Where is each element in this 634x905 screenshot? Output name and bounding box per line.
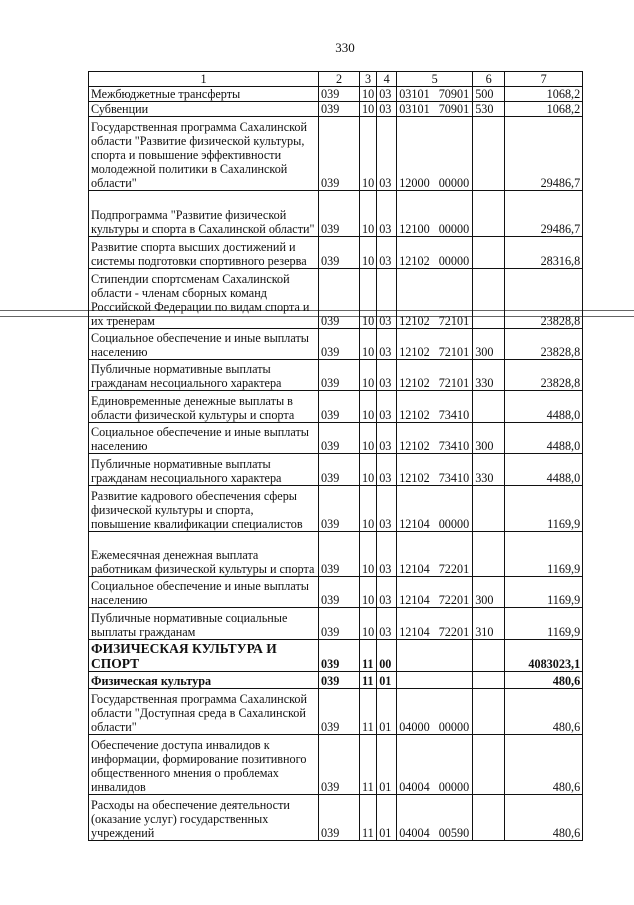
row-subsection-code: 03 (377, 391, 397, 423)
row-expense-type (473, 269, 505, 329)
row-section-code: 10 (360, 486, 377, 532)
table-row (89, 672, 583, 689)
row-section-code: 10 (360, 87, 377, 102)
row-amount: 1068,2 (505, 87, 583, 102)
row-name: Публичные нормативные выплаты гражданам несоциального характера (89, 454, 319, 486)
row-department-code: 039 (319, 689, 360, 735)
row-section-code: 10 (360, 608, 377, 640)
row-section-code: 10 (360, 391, 377, 423)
row-name: Социальное обеспечение и иные выплаты населению (89, 577, 319, 608)
table-header-row (89, 72, 583, 87)
row-target-article: 12102 73410 (397, 391, 473, 423)
row-amount: 4488,0 (505, 391, 583, 423)
row-target-article: 03101 70901 (397, 87, 473, 102)
row-department-code: 039 (319, 672, 360, 689)
row-section-code: 10 (360, 423, 377, 454)
row-subsection-code: 01 (377, 689, 397, 735)
row-target-article: 12102 72101 (397, 360, 473, 391)
row-department-code: 039 (319, 391, 360, 423)
row-name: Ежемесячная денежная выплата работникам физической культуры и спорта (89, 532, 319, 577)
row-department-code: 039 (319, 117, 360, 191)
row-subsection-code: 03 (377, 87, 397, 102)
row-amount: 4488,0 (505, 423, 583, 454)
row-subsection-code: 03 (377, 117, 397, 191)
row-expense-type: 330 (473, 360, 505, 391)
row-name: Единовременные денежные выплаты в области физической культуры и спорта (89, 391, 319, 423)
row-department-code: 039 (319, 608, 360, 640)
row-subsection-code: 01 (377, 735, 397, 795)
row-name: Стипендии спортсменам Сахалинской области - членам сборных команд Российской Федерации по видам спорта и их тренерам (89, 269, 319, 329)
row-section-code: 11 (360, 735, 377, 795)
table-row (89, 237, 583, 269)
row-department-code: 039 (319, 423, 360, 454)
table-row (89, 795, 583, 841)
row-target-article: 03101 70901 (397, 102, 473, 117)
row-amount: 1169,9 (505, 532, 583, 577)
row-expense-type (473, 795, 505, 841)
row-subsection-code: 03 (377, 608, 397, 640)
row-name: Государственная программа Сахалинской области "Развитие физической культуры, спорта и повышение эффективности молодежной политики в Сахалинской области" (89, 117, 319, 191)
row-name: Развитие кадрового обеспечения сферы физической культуры и спорта, повышение квалификации специалистов (89, 486, 319, 532)
row-target-article: 12104 00000 (397, 486, 473, 532)
header-col-2: 2 (319, 72, 360, 87)
row-section-code: 10 (360, 191, 377, 237)
row-expense-type (473, 391, 505, 423)
row-subsection-code: 01 (377, 795, 397, 841)
row-department-code: 039 (319, 102, 360, 117)
table-row (89, 102, 583, 117)
row-expense-type (473, 117, 505, 191)
row-section-code: 10 (360, 117, 377, 191)
row-section-code: 10 (360, 454, 377, 486)
row-subsection-code: 03 (377, 269, 397, 329)
row-subsection-code: 03 (377, 486, 397, 532)
row-target-article: 12102 73410 (397, 454, 473, 486)
row-expense-type: 300 (473, 423, 505, 454)
row-expense-type (473, 237, 505, 269)
row-subsection-code: 03 (377, 329, 397, 360)
row-department-code: 039 (319, 87, 360, 102)
row-section-code: 10 (360, 532, 377, 577)
header-col-4: 4 (377, 72, 397, 87)
row-amount: 480,6 (505, 672, 583, 689)
row-section-code: 11 (360, 672, 377, 689)
row-section-code: 10 (360, 269, 377, 329)
row-expense-type (473, 191, 505, 237)
page-number: 330 (335, 40, 355, 55)
row-expense-type (473, 735, 505, 795)
row-amount: 23828,8 (505, 269, 583, 329)
row-target-article: 12104 72201 (397, 532, 473, 577)
row-amount: 480,6 (505, 795, 583, 841)
row-expense-type: 530 (473, 102, 505, 117)
row-target-article: 12104 72201 (397, 608, 473, 640)
row-name: Социальное обеспечение и иные выплаты населению (89, 329, 319, 360)
table-row (89, 360, 583, 391)
row-name: Публичные нормативные выплаты гражданам несоциального характера (89, 360, 319, 391)
budget-table-body (89, 72, 583, 841)
row-amount: 4488,0 (505, 454, 583, 486)
row-section-code: 10 (360, 360, 377, 391)
table-row (89, 689, 583, 735)
row-department-code: 039 (319, 532, 360, 577)
row-subsection-code: 03 (377, 102, 397, 117)
row-expense-type: 310 (473, 608, 505, 640)
budget-table (88, 71, 583, 841)
row-target-article (397, 640, 473, 672)
row-amount: 1169,9 (505, 608, 583, 640)
row-amount: 4083023,1 (505, 640, 583, 672)
row-name: Государственная программа Сахалинской области "Доступная среда в Сахалинской области" (89, 689, 319, 735)
row-subsection-code: 03 (377, 532, 397, 577)
row-department-code: 039 (319, 640, 360, 672)
row-department-code: 039 (319, 360, 360, 391)
row-amount: 1169,9 (505, 486, 583, 532)
row-name: Межбюджетные трансферты (89, 87, 319, 102)
table-row (89, 117, 583, 191)
row-subsection-code: 03 (377, 577, 397, 608)
row-amount: 1169,9 (505, 577, 583, 608)
row-department-code: 039 (319, 795, 360, 841)
table-row (89, 532, 583, 577)
row-target-article: 12100 00000 (397, 191, 473, 237)
row-section-code: 11 (360, 689, 377, 735)
row-subsection-code: 03 (377, 454, 397, 486)
row-name: Физическая культура (89, 672, 319, 689)
row-section-code: 10 (360, 237, 377, 269)
header-col-3: 3 (360, 72, 377, 87)
row-amount: 29486,7 (505, 117, 583, 191)
header-col-5: 5 (397, 72, 473, 87)
row-expense-type: 500 (473, 87, 505, 102)
row-expense-type (473, 672, 505, 689)
table-row (89, 735, 583, 795)
row-subsection-code: 03 (377, 191, 397, 237)
table-row (89, 329, 583, 360)
row-section-code: 11 (360, 795, 377, 841)
table-row (89, 191, 583, 237)
row-target-article (397, 672, 473, 689)
table-row (89, 486, 583, 532)
row-department-code: 039 (319, 735, 360, 795)
row-expense-type: 330 (473, 454, 505, 486)
row-target-article: 12102 72101 (397, 269, 473, 329)
row-section-code: 10 (360, 577, 377, 608)
table-row (89, 269, 583, 329)
table-row (89, 608, 583, 640)
header-col-1: 1 (89, 72, 319, 87)
row-target-article: 04000 00000 (397, 689, 473, 735)
row-name: Субвенции (89, 102, 319, 117)
row-expense-type (473, 689, 505, 735)
row-department-code: 039 (319, 486, 360, 532)
row-subsection-code: 01 (377, 672, 397, 689)
row-amount: 23828,8 (505, 329, 583, 360)
row-expense-type (473, 486, 505, 532)
row-amount: 480,6 (505, 735, 583, 795)
row-amount: 480,6 (505, 689, 583, 735)
row-target-article: 12000 00000 (397, 117, 473, 191)
row-subsection-code: 03 (377, 237, 397, 269)
table-row (89, 87, 583, 102)
table-row (89, 391, 583, 423)
row-name: ФИЗИЧЕСКАЯ КУЛЬТУРА И СПОРТ (89, 640, 319, 672)
row-target-article: 12104 72201 (397, 577, 473, 608)
table-row (89, 577, 583, 608)
row-subsection-code: 03 (377, 360, 397, 391)
row-subsection-code: 03 (377, 423, 397, 454)
row-target-article: 04004 00590 (397, 795, 473, 841)
row-target-article: 12102 73410 (397, 423, 473, 454)
table-row (89, 423, 583, 454)
row-section-code: 10 (360, 329, 377, 360)
row-expense-type: 300 (473, 577, 505, 608)
row-name: Подпрограмма "Развитие физической культуры и спорта в Сахалинской области" (89, 191, 319, 237)
row-department-code: 039 (319, 329, 360, 360)
table-row (89, 454, 583, 486)
row-amount: 1068,2 (505, 102, 583, 117)
row-department-code: 039 (319, 577, 360, 608)
row-section-code: 10 (360, 102, 377, 117)
row-target-article: 04004 00000 (397, 735, 473, 795)
row-department-code: 039 (319, 454, 360, 486)
row-name: Расходы на обеспечение деятельности (оказание услуг) государственных учреждений (89, 795, 319, 841)
row-amount: 28316,8 (505, 237, 583, 269)
row-name: Социальное обеспечение и иные выплаты населению (89, 423, 319, 454)
row-expense-type (473, 640, 505, 672)
row-target-article: 12102 00000 (397, 237, 473, 269)
row-subsection-code: 00 (377, 640, 397, 672)
row-expense-type: 300 (473, 329, 505, 360)
row-department-code: 039 (319, 191, 360, 237)
row-target-article: 12102 72101 (397, 329, 473, 360)
row-expense-type (473, 532, 505, 577)
row-amount: 29486,7 (505, 191, 583, 237)
row-section-code: 11 (360, 640, 377, 672)
header-col-6: 6 (473, 72, 505, 87)
row-department-code: 039 (319, 269, 360, 329)
row-name: Развитие спорта высших достижений и системы подготовки спортивного резерва (89, 237, 319, 269)
row-name: Обеспечение доступа инвалидов к информации, формирование позитивного общественного мнения о проблемах инвалидов (89, 735, 319, 795)
row-name: Публичные нормативные социальные выплаты гражданам (89, 608, 319, 640)
header-col-7: 7 (505, 72, 583, 87)
row-amount: 23828,8 (505, 360, 583, 391)
table-row (89, 640, 583, 672)
row-department-code: 039 (319, 237, 360, 269)
